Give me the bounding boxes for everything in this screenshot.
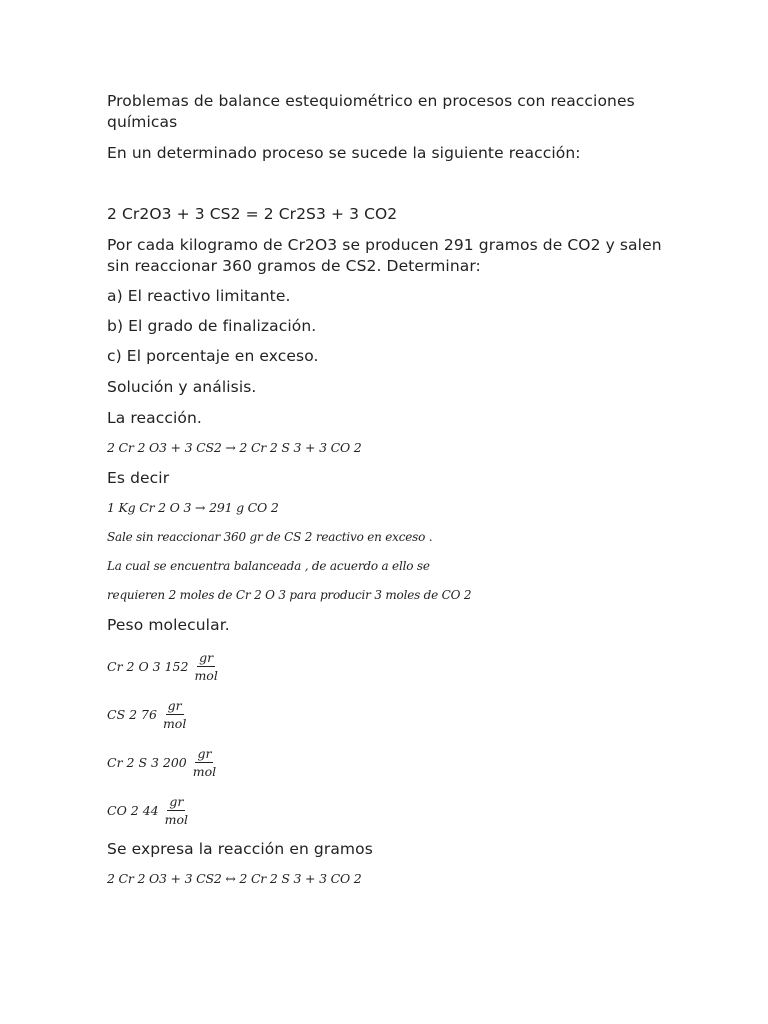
gramos-heading: Se expresa la reacción en gramos <box>107 840 373 858</box>
unit-fraction <box>191 746 218 779</box>
statement-line-2: sin reaccionar 360 gramos de CS2. Determinar: <box>107 257 481 275</box>
math-balance-text: La cual se encuentra balanceada , de acuerdo a ello se <box>107 559 430 573</box>
math-reaction: 2 Cr 2 O3 + 3 CS2 → 2 Cr 2 S 3 + 3 CO 2 <box>107 440 362 455</box>
molecular-weight-cr2s3 <box>107 746 218 779</box>
item-b: b) El grado de finalización. <box>107 317 317 335</box>
fraction-numerator: gr <box>199 650 214 665</box>
molecular-weight-cr2o3 <box>107 650 220 683</box>
molecular-weight-label: Cr 2 S 3 200 <box>107 755 187 770</box>
math-reaction-grams: 2 Cr 2 O3 + 3 CS2 ↔ 2 Cr 2 S 3 + 3 CO 2 <box>107 871 362 886</box>
math-kg-conversion: 1 Kg Cr 2 O 3 → 291 g CO 2 <box>107 500 279 515</box>
title-line-1: Problemas de balance estequiométrico en procesos con reacciones <box>107 92 635 110</box>
reaction-heading: La reacción. <box>107 409 202 427</box>
math-requieren-text: requieren 2 moles de Cr 2 O 3 para producir 3 moles de CO 2 <box>107 588 472 602</box>
title-line-2: químicas <box>107 113 178 131</box>
fraction-numerator: gr <box>167 698 182 713</box>
unit-fraction <box>161 698 188 731</box>
molecular-weight-co2 <box>107 794 190 827</box>
fraction-denominator: mol <box>162 716 187 731</box>
item-c: c) El porcentaje en exceso. <box>107 347 319 365</box>
intro-text: En un determinado proceso se sucede la siguiente reacción: <box>107 144 581 162</box>
peso-molecular-heading: Peso molecular. <box>107 616 230 634</box>
molecular-weight-cs2 <box>107 698 188 731</box>
es-decir-text: Es decir <box>107 469 170 487</box>
unit-fraction <box>192 650 219 683</box>
solution-heading: Solución y análisis. <box>107 378 257 396</box>
fraction-numerator: gr <box>197 746 212 761</box>
statement-line-1: Por cada kilogramo de Cr2O3 se producen 291 gramos de CO2 y salen <box>107 236 662 254</box>
unit-fraction <box>163 794 190 827</box>
reaction-equation: 2 Cr2O3 + 3 CS2 = 2 Cr2S3 + 3 CO2 <box>107 205 398 223</box>
molecular-weight-label: CS 2 76 <box>107 707 157 722</box>
fraction-numerator: gr <box>169 794 184 809</box>
fraction-denominator: mol <box>192 764 217 779</box>
fraction-denominator: mol <box>194 668 218 683</box>
math-sale-text: Sale sin reaccionar 360 gr de CS 2 reactivo en exceso . <box>107 530 433 544</box>
item-a: a) El reactivo limitante. <box>107 287 291 305</box>
molecular-weight-label: CO 2 44 <box>107 803 159 818</box>
fraction-denominator: mol <box>164 812 189 827</box>
molecular-weight-label: Cr 2 O 3 152 <box>107 659 189 674</box>
